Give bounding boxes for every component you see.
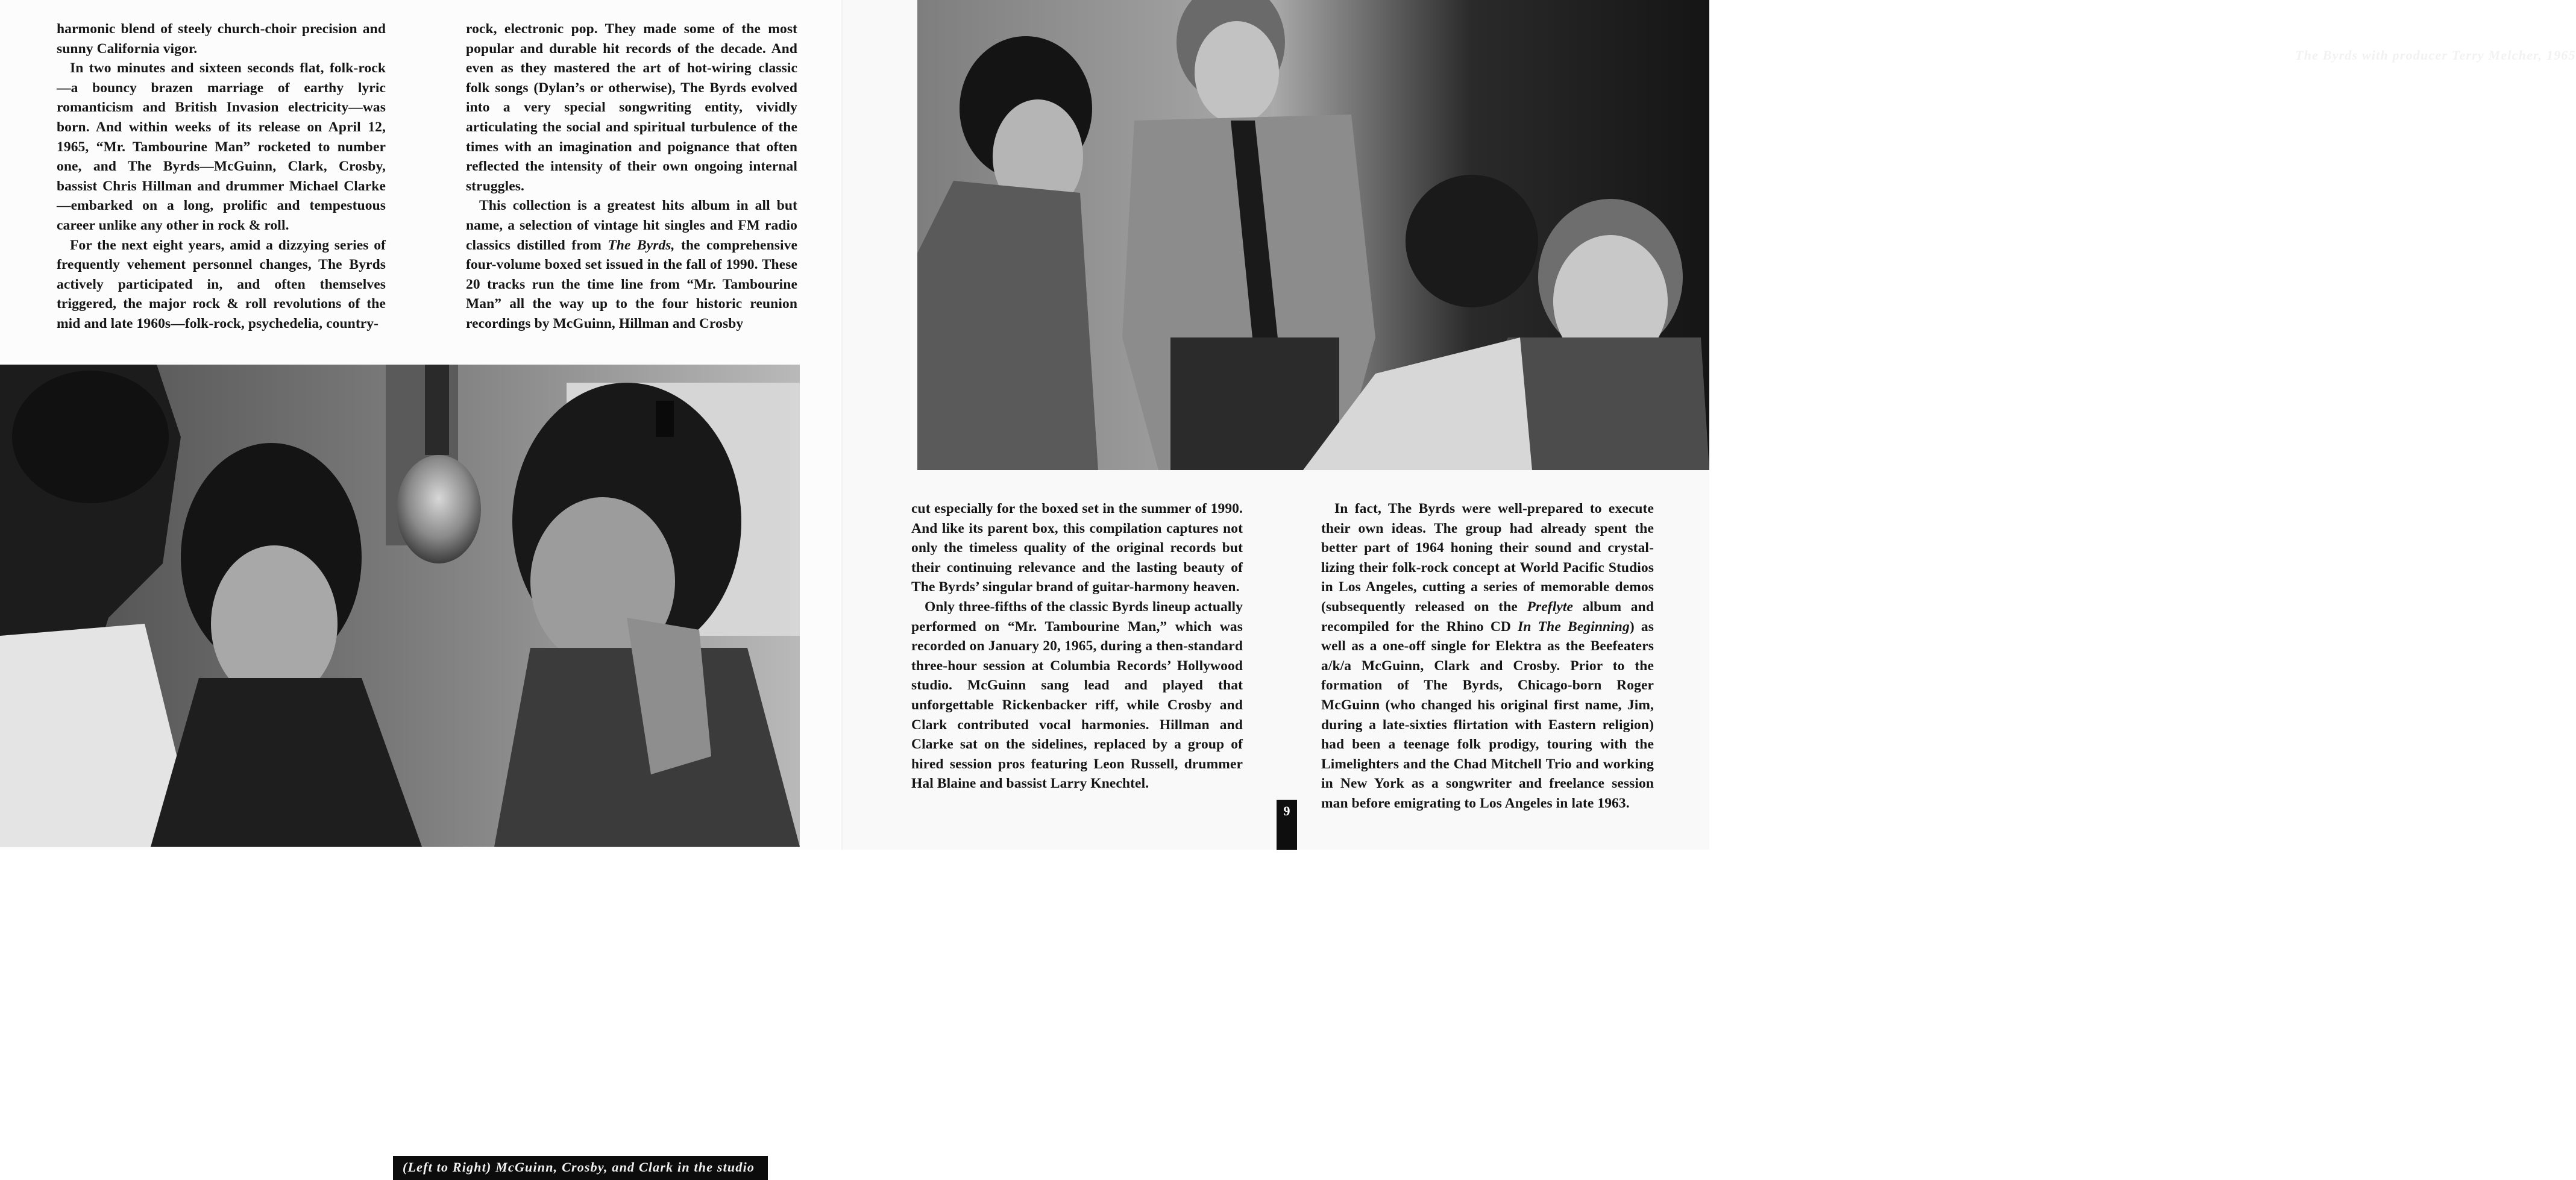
page-number: 9	[1277, 800, 1297, 850]
text-run: This collection is a greatest hits album in all but name, a selection of vintage hit singles and FM radio classics distilled from	[466, 198, 797, 253]
italic-title: In The Beginning	[1518, 618, 1630, 635]
text-run: album and recompiled for the Rhino CD	[1321, 598, 1654, 635]
paragraph: cut especially for the boxed set in the summer of 1990. And like its parent box, this compilation captures not only the timeless quality of the original records but their continuing relevance and the lasting beauty of The Byrds’ singular brand of guitar-harmony heaven.	[911, 501, 1243, 595]
italic-title: The Byrds,	[608, 237, 675, 253]
left-text-column-2	[466, 19, 797, 334]
producer-photo-image	[917, 0, 1709, 470]
left-page	[0, 0, 844, 1175]
photo-caption: (Left to Right) McGuinn, Crosby, and Clark in the studio	[393, 1156, 768, 1180]
text-run: the comprehensive four-volume boxed set issued in the fall of 1990. These 20 tracks run the time line from “Mr. Tambourine Man” all the way up to the four historic reunion recordings by McGuinn, Hillman and Crosby	[466, 237, 798, 331]
text-run: ) as well as a one-off single for Elektra as the Beefeaters a/k/a McGuinn, Clark and Crosby. Prior to the formation of The Byrds, Chicago-born Roger McGuinn (who changed his original first name, Jim, during a late-sixties flirtation with Eastern religion) had been a teenage folk prodigy, touring with the Limelighters and the Chad Mitchell Trio and working in New York as a songwriter and freelance session man before emigrating to Los Angeles in late 1963.	[1321, 618, 1654, 811]
paragraph: For the next eight years, amid a dizzying series of frequently vehement personnel changes, The Byrds actively participated in, and often themselves triggered, the major rock & roll revolutions of the mid and late 1960s—folk-rock, psychedelia, country-	[57, 237, 386, 331]
paragraph: harmonic blend of steely church-choir precision and sunny California vigor.	[57, 21, 386, 57]
studio-photo	[0, 365, 800, 1175]
paragraph: rock, electronic pop. They made some of the most popular and durable hit records of the decade. And even as they mastered the art of hot-wiring classic folk songs (Dylan’s or otherwise), The Byrds evolved into a very special songwriting entity, vividly articulating the social and spiritual turbulence of the times with an imagination and poignance that often reflected the intensity of their own ongoing internal struggles.	[466, 21, 797, 194]
left-text-column-1	[57, 19, 386, 334]
right-text-column-2	[1321, 499, 1654, 814]
text-run: In fact, The Byrds were well-prepared to execute their own ideas. The group had already spent the better part of 1964 honing their sound and crystal-lizing their folk-rock concept at World Pacific Studios in Los Angeles, cutting a series of memorable demos (subsequently released on the	[1321, 501, 1654, 615]
studio-photo-image	[0, 365, 800, 847]
paragraph: Only three-fifths of the classic Byrds lineup actually performed on “Mr. Tambourine Man,” which was recorded on January 20, 1965, during a then-standard three-hour session at Columbia Records’ Hollywood studio. McGuinn sang lead and played that unforgettable Rickenbacker riff, while Crosby and Clark contributed vocal harmonies. Hillman and Clarke sat on the sidelines, replaced by a group of hired session pros featuring Leon Russell, drummer Hal Blaine and bassist Larry Knechtel.	[911, 598, 1243, 792]
right-text-column-1	[911, 499, 1243, 794]
paragraph: In two minutes and sixteen seconds flat, folk-rock—a bouncy brazen marriage of earthy lyric romanticism and British Invasion electricity—was born. And within weeks of its release on April 12, 1965, “Mr. Tambourine Man” rocketed to number one, and The Byrds—McGuinn, Clark, Crosby, bassist Chris Hillman and drummer Michael Clarke—embarked on a long, prolific and tempestuous career unlike any other in rock & roll.	[57, 60, 386, 233]
paragraph	[466, 196, 797, 333]
scan-margin	[0, 850, 1709, 868]
italic-title: Preflyte	[1527, 598, 1574, 615]
producer-photo	[917, 0, 2576, 470]
paragraph	[1321, 499, 1654, 814]
photo-caption: The Byrds with producer Terry Melcher, 1965	[2295, 48, 2576, 63]
